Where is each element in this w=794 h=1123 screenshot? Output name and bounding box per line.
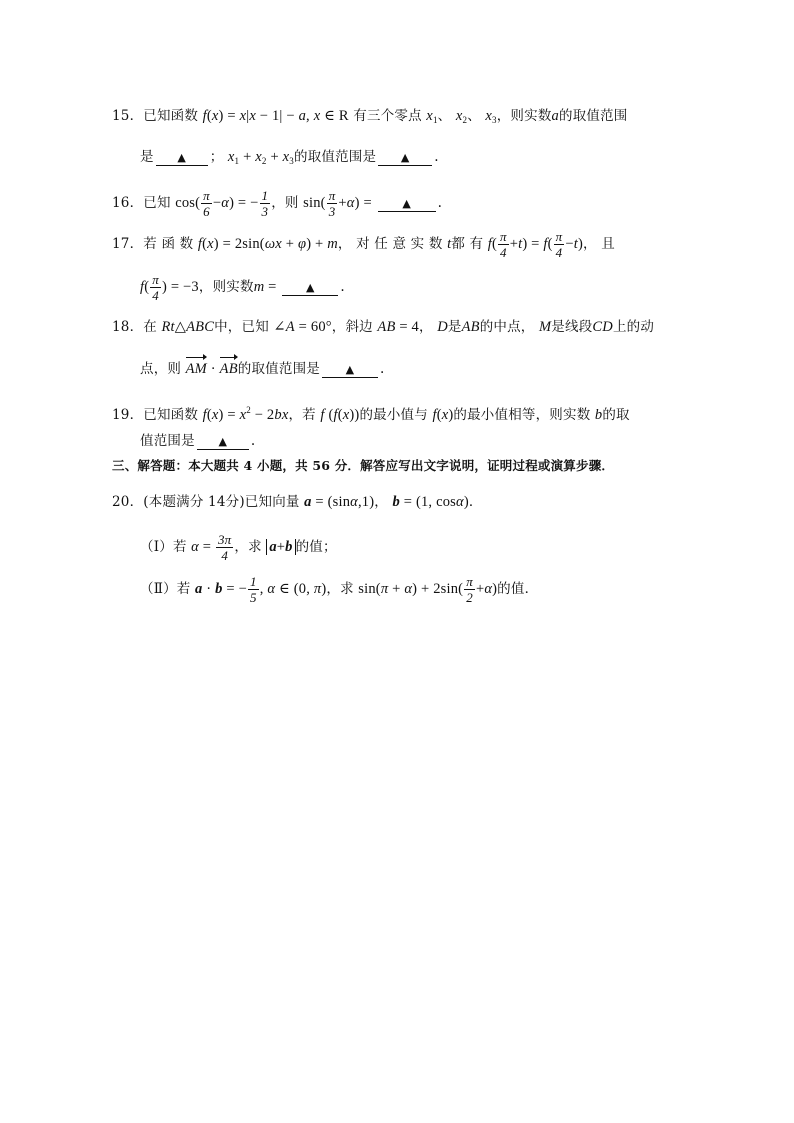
question-19-line-2: 值范围是 ▲ . <box>140 433 256 449</box>
question-number: 17． <box>112 235 144 252</box>
question-18-line-2: 点，则 AM · AB的取值范围是 ▲ . <box>140 361 385 377</box>
part-label: （Ⅱ） <box>140 580 177 597</box>
answer-blank[interactable]: ▲ <box>156 151 208 166</box>
answer-blank[interactable]: ▲ <box>282 281 338 296</box>
question-number: 16． <box>112 194 144 211</box>
question-18-line-1: 18．在 Rt△ABC中，已知 ∠A = 60°，斜边 AB = 4， D是AB的中点， M是线段CD上的动 <box>112 319 655 335</box>
part-label: （Ⅰ） <box>140 538 173 555</box>
question-15-line-2: 是 ▲ ； $x_1 + x_2 + x_3$的取值范围是 ▲ . <box>140 149 439 166</box>
question-20-part-1: （Ⅰ）若 α = $\frac{3\pi}{4}$ ，求 a+b 的值； <box>140 532 337 563</box>
question-20-part-2: （Ⅱ）若 a · b = − $\frac{1}{5}$ , α ∈ (0, π)，求 sin(π + α) + 2sin( $\frac{\pi}{2}$ +α)的值． <box>140 574 539 605</box>
question-17-line-1: 17．若 函 数 f(x) = 2sin(ωx + φ) + m， 对 任 意 实 数 t都 有 f( $\frac{\pi}{4}$ +t) = f( $\frac{\pi}{4}$ −t)， 且 <box>112 229 615 260</box>
question-19-line-1: 19．已知函数 $f(x) = x^2 - 2bx$，若 f (f(x))的最小值与 f(x)的最小值相等，则实数 b的取 <box>112 405 630 423</box>
question-number: 20． <box>112 494 144 510</box>
section-heading: 三、解答题：本大题共 4 小题，共 56 分．解答应写出文字说明，证明过程或演算步骤． <box>112 458 615 473</box>
answer-blank[interactable]: ▲ <box>322 363 378 378</box>
answer-blank[interactable]: ▲ <box>197 435 249 450</box>
math-expression: f(x) = x|x − 1| − a, x ∈ R <box>202 108 349 124</box>
question-number: 18． <box>112 319 144 335</box>
question-number: 15． <box>112 108 144 124</box>
question-20-line-1: 20．(本题满分 14分)已知向量 a = (sinα,1)， b = (1, cosα)． <box>112 494 483 510</box>
answer-blank[interactable]: ▲ <box>378 151 432 166</box>
question-number: 19． <box>112 407 144 423</box>
question-17-line-2: f( $\frac{\pi}{4}$ ) = −3，则实数m = ▲ . <box>140 272 345 303</box>
answer-blank[interactable]: ▲ <box>378 197 436 212</box>
question-16: 16．已知 cos( $\frac{\pi}{6}$ −α) = − $\frac{1}{3}$ ，则 sin( $\frac{\pi}{3}$ +α) = ▲ . <box>112 188 443 219</box>
question-15-line-1: 15．已知函数 f(x) = x|x − 1| − a, x ∈ R 有三个零点 $x_1$、 $x_2$、 $x_3$，则实数a的取值范围 <box>112 108 628 125</box>
